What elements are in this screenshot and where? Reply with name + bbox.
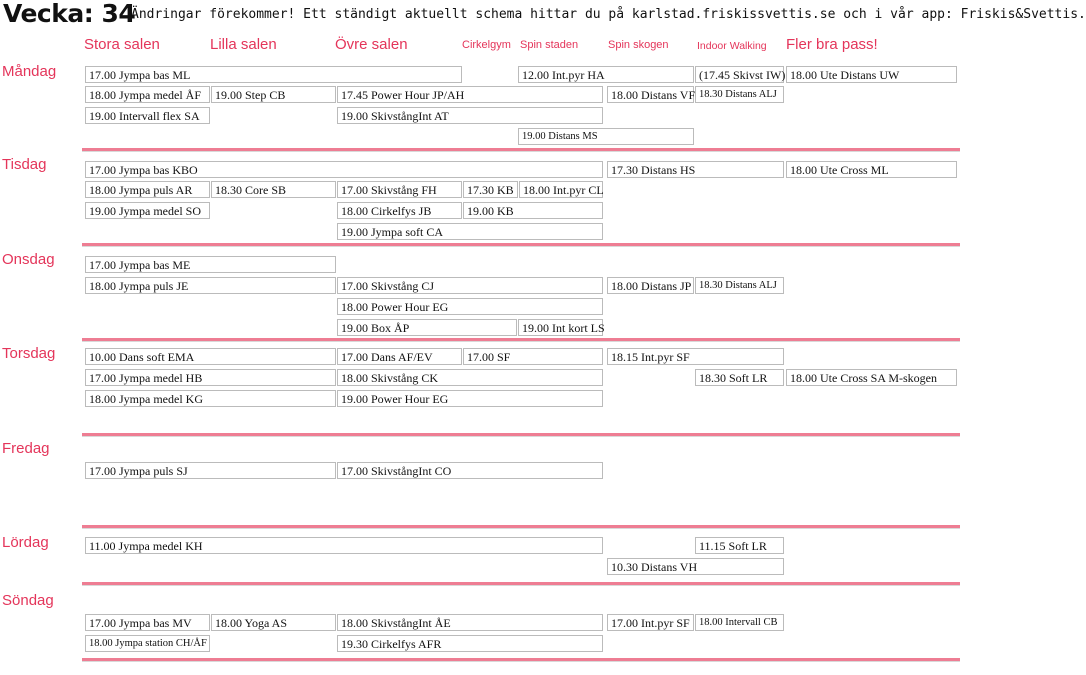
room-ovre-salen: Övre salen <box>335 36 408 53</box>
class-slot[interactable]: 10.30 Distans VH <box>607 558 784 575</box>
class-slot[interactable]: 17.00 Jympa bas ML <box>85 66 462 83</box>
schedule-note: Ändringar förekommer! Ett ständigt aktuellt schema hittar du på karlstad.friskissvettis.se och i vår app: Friskis&Svettis. <box>131 7 1086 22</box>
class-slot[interactable]: 18.00 Power Hour EG <box>337 298 603 315</box>
day-separator <box>82 433 960 437</box>
class-slot[interactable]: 18.15 Int.pyr SF <box>607 348 784 365</box>
room-lilla-salen: Lilla salen <box>210 36 277 53</box>
class-slot[interactable]: 18.00 Int.pyr CL <box>519 181 603 198</box>
room-spin-skogen: Spin skogen <box>608 39 669 51</box>
class-slot[interactable]: 17.00 Jympa bas ME <box>85 256 336 273</box>
room-stora-salen: Stora salen <box>84 36 160 53</box>
class-slot[interactable]: 12.00 Int.pyr HA <box>518 66 694 83</box>
class-slot[interactable]: 17.00 Dans AF/EV <box>337 348 462 365</box>
class-slot[interactable]: 17.00 Skivstång FH <box>337 181 462 198</box>
class-slot[interactable]: 18.00 Intervall CB <box>695 614 784 631</box>
day-separator <box>82 338 960 342</box>
room-fler-bra-pass: Fler bra pass! <box>786 36 878 53</box>
class-slot[interactable]: 18.30 Soft LR <box>695 369 784 386</box>
week-title: Vecka: 34 <box>3 0 136 28</box>
day-label-mandag: Måndag <box>2 63 57 80</box>
day-label-sondag: Söndag <box>2 592 54 609</box>
class-slot[interactable]: 11.00 Jympa medel KH <box>85 537 603 554</box>
class-slot[interactable]: 18.00 Jympa station CH/ÅF <box>85 635 210 652</box>
day-label-tisdag: Tisdag <box>2 156 47 173</box>
class-slot[interactable]: 18.00 Yoga AS <box>211 614 336 631</box>
class-slot[interactable]: 18.00 Jympa medel ÅF <box>85 86 210 103</box>
class-slot[interactable]: 18.00 SkivstångInt ÅE <box>337 614 603 631</box>
class-slot[interactable]: 19.00 SkivstångInt AT <box>337 107 603 124</box>
class-slot[interactable]: 18.00 Ute Cross ML <box>786 161 957 178</box>
class-slot[interactable]: 19.00 Jympa soft CA <box>337 223 603 240</box>
class-slot[interactable]: 18.00 Distans JP <box>607 277 694 294</box>
class-slot[interactable]: 17.00 Int.pyr SF <box>607 614 694 631</box>
class-slot[interactable]: 19.00 Intervall flex SA <box>85 107 210 124</box>
room-spin-staden: Spin staden <box>520 39 579 51</box>
class-slot[interactable]: 19.30 Cirkelfys AFR <box>337 635 603 652</box>
class-slot[interactable]: 18.30 Distans ALJ <box>695 86 784 103</box>
class-slot[interactable]: 18.00 Skivstång CK <box>337 369 603 386</box>
class-slot[interactable]: 17.45 Power Hour JP/AH <box>337 86 603 103</box>
day-separator <box>82 658 960 662</box>
class-slot[interactable]: 18.30 Distans ALJ <box>695 277 784 294</box>
class-slot[interactable]: 19.00 Power Hour EG <box>337 390 603 407</box>
class-slot[interactable]: 18.00 Jympa puls AR <box>85 181 210 198</box>
class-slot[interactable]: 19.00 Step CB <box>211 86 336 103</box>
day-label-fredag: Fredag <box>2 440 50 457</box>
class-slot[interactable]: 17.00 Jympa medel HB <box>85 369 336 386</box>
class-slot[interactable]: 19.00 KB <box>463 202 603 219</box>
class-slot[interactable]: 18.00 Cirkelfys JB <box>337 202 462 219</box>
day-label-torsdag: Torsdag <box>2 345 56 362</box>
class-slot[interactable]: 19.00 Jympa medel SO <box>85 202 210 219</box>
class-slot[interactable]: 17.00 SkivstångInt CO <box>337 462 603 479</box>
day-label-onsdag: Onsdag <box>2 251 55 268</box>
day-separator <box>82 243 960 247</box>
class-slot[interactable]: 18.00 Ute Distans UW <box>786 66 957 83</box>
day-separator <box>82 525 960 529</box>
class-slot[interactable]: 18.00 Jympa puls JE <box>85 277 336 294</box>
room-cirkelgym: Cirkelgym <box>462 39 511 51</box>
day-separator <box>82 582 960 586</box>
class-slot[interactable]: 18.00 Jympa medel KG <box>85 390 336 407</box>
class-slot[interactable]: 11.15 Soft LR <box>695 537 784 554</box>
class-slot[interactable]: 17.00 Jympa bas MV <box>85 614 210 631</box>
class-slot[interactable]: 18.30 Core SB <box>211 181 336 198</box>
class-slot[interactable]: 17.00 Jympa puls SJ <box>85 462 336 479</box>
class-slot[interactable]: 19.00 Box ÅP <box>337 319 517 336</box>
class-slot[interactable]: 18.00 Ute Cross SA M-skogen <box>786 369 957 386</box>
class-slot[interactable]: 17.00 SF <box>463 348 603 365</box>
class-slot[interactable]: 17.00 Jympa bas KBO <box>85 161 603 178</box>
day-label-lordag: Lördag <box>2 534 49 551</box>
room-indoor-walking: Indoor Walking <box>697 40 767 52</box>
class-slot[interactable]: 17.30 KB <box>463 181 518 198</box>
class-slot[interactable]: 17.30 Distans HS <box>607 161 784 178</box>
class-slot[interactable]: 10.00 Dans soft EMA <box>85 348 336 365</box>
class-slot[interactable]: 17.00 Skivstång CJ <box>337 277 603 294</box>
day-separator <box>82 148 960 152</box>
class-slot[interactable]: 19.00 Int kort LS <box>518 319 603 336</box>
class-slot[interactable]: 19.00 Distans MS <box>518 128 694 145</box>
class-slot[interactable]: 18.00 Distans VF <box>607 86 694 103</box>
class-slot[interactable]: (17.45 Skivst IW) <box>695 66 784 83</box>
header-bar <box>0 0 1086 30</box>
